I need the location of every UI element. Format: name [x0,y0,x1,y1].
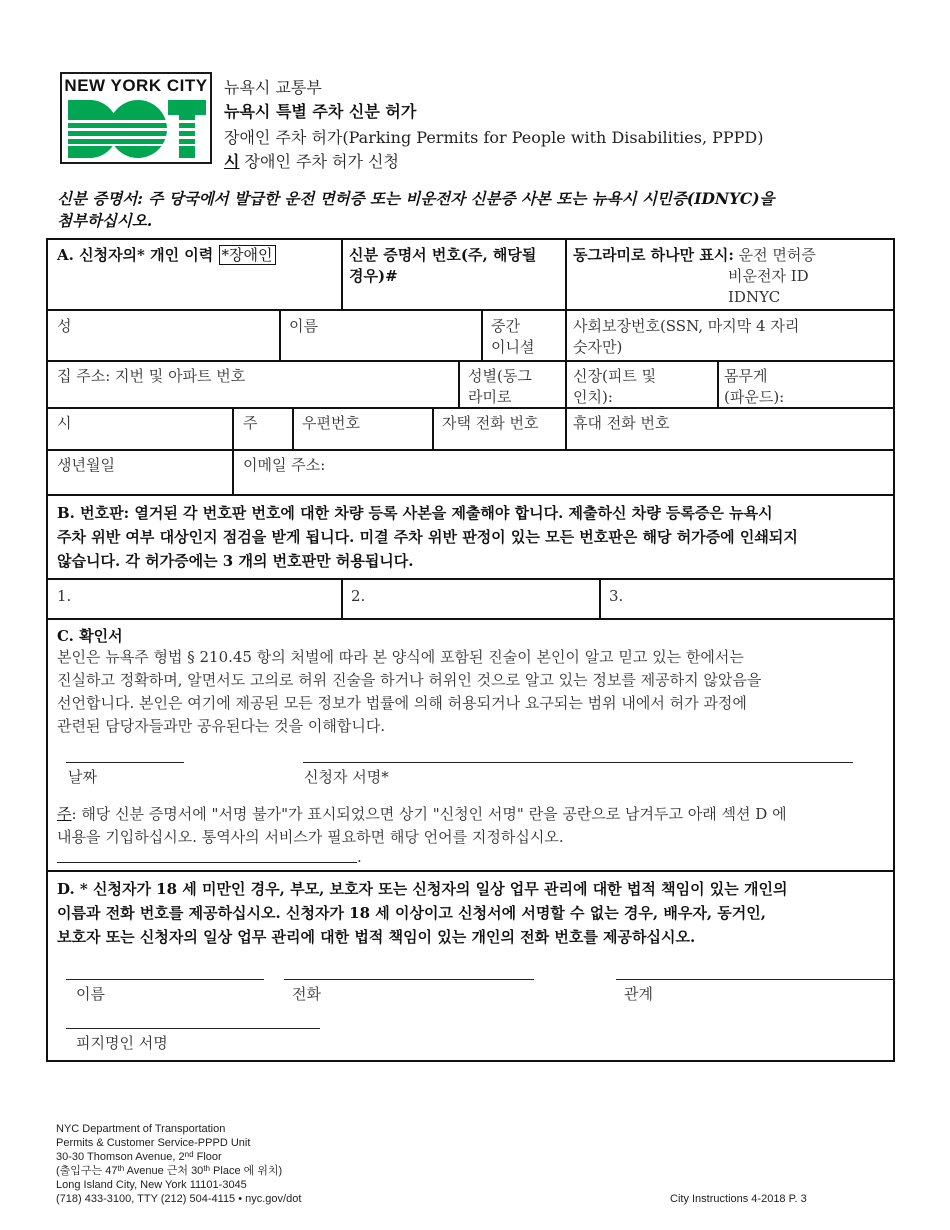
gender-label-1: 성별(동그 [468,367,532,385]
section-d-line1: D. * 신청자가 18 세 미만인 경우, 부모, 보호자 또는 신청자의 일상 업무 관리에 대한 법적 책임이 있는 개인의 [57,880,788,898]
section-a-heading [57,245,276,266]
middle-initial-label-1: 중간 [491,317,520,335]
footer-entrance-b: Avenue 근처 30 [124,1165,204,1177]
home-phone-field[interactable]: 자택 전화 번호 [442,414,539,432]
footer-entrance-c: Place 에 위치) [209,1165,283,1177]
section-d-line2: 이름과 전화 번호를 제공하십시오. 신청자가 18 세 이상이고 신청서에 서명할 수 없는 경우, 배우자, 동거인, [57,904,766,922]
interpreter-language-line[interactable] [57,862,357,863]
footer-page-ref: City Instructions 4-2018 P. 3 [670,1193,807,1205]
section-b-line2: 주차 위반 여부 대상인지 점검을 받게 됩니다. 미결 주차 위반 판정이 있는 모든 번호판은 해당 허가증에 인쇄되지 [57,528,798,546]
email-field[interactable]: 이메일 주소: [243,456,326,474]
last-name-field[interactable]: 성 [57,317,72,335]
home-address-field[interactable]: 집 주소: 지번 및 아파트 번호 [57,367,246,385]
id-instruction-line1: 신분 증명서: 주 당국에서 발급한 운전 면허증 또는 비운전자 신분증 사본 또는 뉴욕시 시민증(IDNYC)을 [57,189,775,208]
circle-one-label: 동그라미로 하나만 표시: [573,246,734,264]
circle-option-drivers-license[interactable]: 운전 면허증 [738,246,816,264]
nominee-signature-line[interactable] [66,1028,320,1029]
header-department: 뉴욕시 교통부 [224,78,322,97]
id-number-label-line1: 신분 증명서 번호(주, 해당될 [349,246,537,264]
plate-2-field[interactable]: 2. [351,587,366,605]
note-prefix: 주 [57,805,72,823]
footer-entrance [56,1164,282,1178]
zip-field[interactable]: 우편번호 [302,414,360,432]
section-c-line4: 관련된 담당자들과만 공유된다는 것을 이해합니다. [57,717,386,735]
weight-label-2[interactable]: (파운드): [724,388,785,406]
ssn-label-2[interactable]: 숫자만) [573,338,623,356]
application-form [46,238,895,1062]
id-number-label-line2: 경우)# [349,267,398,285]
section-c-note-line2: 내용을 기입하십시오. 통역사의 서비스가 필요하면 해당 언어를 지정하십시오. [57,828,564,846]
section-c-line2: 진실하고 정확하며, 알면서도 고의로 허위 진술을 하거나 허위인 것으로 알고 있는 정보를 제공하지 않았음을 [57,671,762,689]
guardian-relation-label: 관계 [624,985,653,1003]
guardian-name-label: 이름 [76,985,105,1003]
middle-initial-label-2[interactable]: 이니셜 [491,338,535,356]
header-application-title [224,152,399,172]
header-application-text: 장애인 주차 허가 신청 [239,152,399,171]
section-d-line3: 보호자 또는 신청자의 일상 업무 관리에 대한 법적 책임이 있는 개인의 전화 번호를 제공하십시오. [57,928,696,946]
footer-line1: NYC Department of Transportation [56,1123,226,1135]
note-text-1: : 해당 신분 증명서에 "서명 불가"가 표시되었으면 상기 "신청인 서명" 란을 공란으로 남겨두고 아래 섹션 D 에 [71,805,787,823]
footer-address-sup: nd [184,1150,194,1159]
dot-logo-mark [66,98,208,160]
section-b-line1: B. 번호판: 열거된 각 번호판 번호에 대한 차량 등록 사본을 제출해야 합니다. 제출하신 차량 등록증은 뉴욕시 [57,504,773,522]
circle-option-idnyc[interactable]: IDNYC [728,288,781,306]
footer-entrance-a: (출입구는 47 [56,1165,118,1177]
plate-3-field[interactable]: 3. [609,587,624,605]
plate-1-field[interactable]: 1. [57,587,72,605]
header-permit-title: 뉴욕시 특별 주차 신분 허가 [224,102,417,121]
interpreter-line-end: . [357,848,362,866]
footer-line2: Permits & Customer Service-PPPD Unit [56,1137,251,1149]
height-label-2[interactable]: 인치): [573,388,613,406]
header-pppd: 장애인 주차 허가(Parking Permits for People with Disabilities, PPPD) [224,128,764,147]
section-c-line1: 본인은 뉴욕주 형법 § 210.45 항의 처벌에 따라 본 양식에 포함된 진술이 본인이 알고 믿고 있는 한에서는 [57,648,744,666]
state-field[interactable]: 주 [243,414,258,432]
city-field[interactable]: 시 [57,414,72,432]
section-c-line3: 선언합니다. 본인은 여기에 제공된 모든 정보가 법률에 의해 허용되거나 요구되는 범위 내에서 허가 과정에 [57,694,747,712]
circle-option-non-driver-id[interactable]: 비운전자 ID [728,267,809,285]
section-b-line3: 않습니다. 각 허가증에는 3 개의 번호판만 허용됩니다. [57,552,414,570]
applicant-signature-line[interactable] [303,762,853,763]
guardian-phone-label: 전화 [292,985,321,1003]
section-c-note-line1 [57,803,787,825]
footer-address-b: Floor [193,1151,222,1163]
cell-phone-field[interactable]: 휴대 전화 번호 [573,414,670,432]
footer-city: Long Island City, New York 11101-3045 [56,1179,247,1191]
date-signature-line[interactable] [66,762,184,763]
logo-top-text: NEW YORK CITY [64,76,208,95]
guardian-name-line[interactable] [66,979,264,980]
date-label: 날짜 [68,768,97,786]
height-label-1: 신장(피트 및 [573,367,657,385]
footer-entrance-sup1: th [117,1164,125,1173]
footer-address-a: 30-30 Thomson Avenue, 2 [56,1151,185,1163]
section-a-heading-text: A. 신청자의* 개인 이력 [57,246,214,264]
id-instruction-line2: 첨부하십시오. [57,211,153,230]
footer-address [56,1150,222,1164]
applicant-signature-label: 신청자 서명* [304,768,389,786]
gender-label-2[interactable]: 라미로 [468,388,512,406]
first-name-field[interactable]: 이름 [289,317,318,335]
nyc-dot-logo [60,72,212,164]
weight-label-1: 몸무게 [724,367,768,385]
dob-field[interactable]: 생년월일 [57,456,115,474]
guardian-phone-line[interactable] [284,979,534,980]
nominee-signature-label: 피지명인 서명 [76,1034,168,1052]
guardian-relation-line[interactable] [616,979,893,980]
circle-one-field [573,245,816,266]
section-c-heading: C. 확인서 [57,627,123,645]
ssn-label-1: 사회보장번호(SSN, 마지막 4 자리 [573,317,800,335]
footer-contact[interactable]: (718) 433-3100, TTY (212) 504-4115 • nyc.gov/dot [56,1193,302,1205]
disabled-box-label: *장애인 [219,245,276,265]
header-city-label: 시 [224,152,240,171]
footer-entrance-sup2: th [203,1164,210,1173]
